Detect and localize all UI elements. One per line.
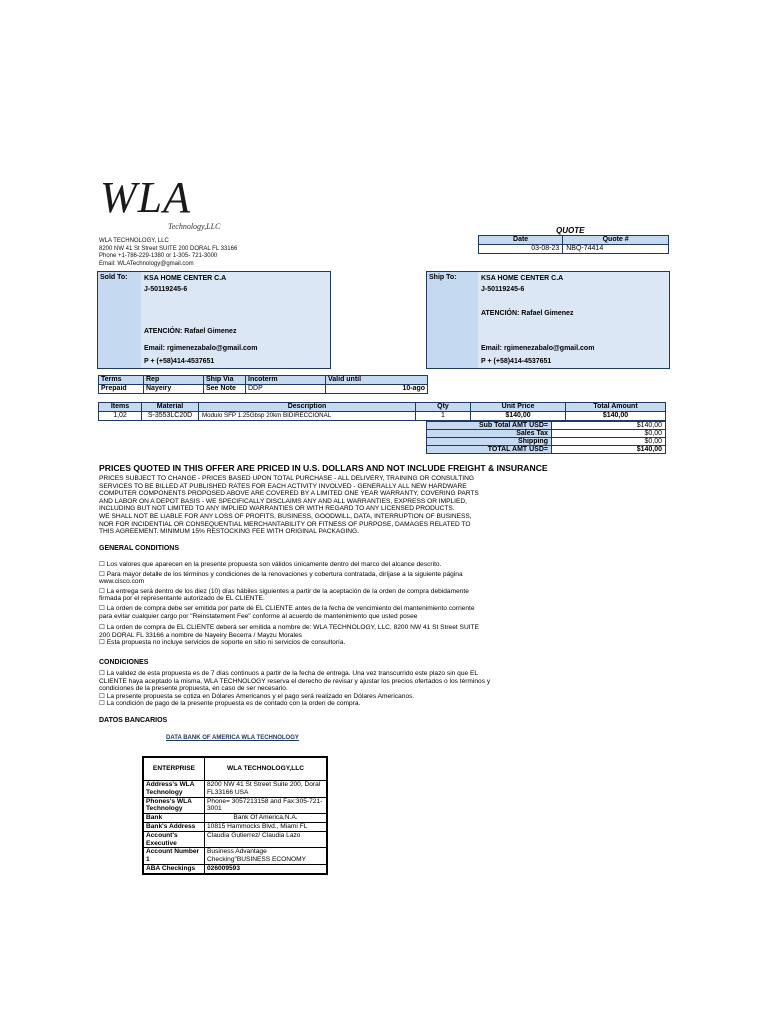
- items-header: Items: [99, 403, 142, 412]
- table-row: [143, 781, 327, 798]
- bank-value: 026009593: [205, 864, 328, 873]
- quote-table: [478, 235, 669, 254]
- items-header: Description: [199, 403, 416, 412]
- bank-title: DATOS BANCARIOS: [99, 717, 168, 724]
- table-row: [143, 822, 327, 831]
- table-row: [143, 797, 327, 814]
- table-row: [143, 814, 327, 823]
- shipping-label: Shipping: [427, 438, 552, 446]
- tax-label: Sales Tax: [427, 430, 552, 438]
- notice-line: SERVICES TO BE BILLED AT PUBLISHED RATES FOR EACH ACTIVITY INVOLVED - GENERALLY ALL NEW HARDWARE: [99, 482, 467, 490]
- item-unit-price: $140,00: [471, 412, 566, 421]
- quote-date-label: Date: [479, 236, 563, 245]
- item-material: S-3553LC20D: [142, 412, 199, 421]
- list-item: ☐ La entrega será dentro de los diez (10) días hábiles siguientes a partir de la aceptación de la orden de compra debidamente: [99, 587, 469, 595]
- bank-key: Phones's WLA Technology: [143, 797, 205, 814]
- list-item: ☐ La orden de compra de EL CLIENTE deberá ser emitida a nombre de: WLA TECHNOLOGY, LLC, 8200 NW 41 St Street SUITE: [99, 624, 479, 632]
- list-item: 200 DORAL FL 33166 a nombre de Nayeiry Becerra / Mayzu Morales: [99, 631, 302, 639]
- list-item: ☐ Esta propuesta no incluye servicios de soporte en sitio ni servicios de consultoría.: [99, 639, 346, 647]
- notice-text: [99, 475, 529, 536]
- list-item: firmada por el representante autorizado de EL CLIENTE.: [99, 595, 265, 603]
- sold-to-phone: P + (+58)414-4537651: [144, 358, 215, 365]
- bank-value: Phone= 3057213158 and Fax:305-721-3001: [205, 797, 328, 814]
- subtotal-value: $140,00: [552, 422, 666, 430]
- total-value: $140,00: [552, 446, 666, 454]
- terms-header: Terms: [99, 376, 144, 385]
- list-item: ☐ Los valores que aparecen en la presente propuesta son válidos únicamente dentro del marco del alcance descrito.: [99, 561, 442, 568]
- items-table: [98, 402, 666, 421]
- notice-line: THIS AGREEMENT. MINIMUM 15% RESTOCKING FEE WITH ORIGINAL PACKAGING.: [99, 528, 359, 536]
- bank-value: 8200 NW 41 St Street Suite 200, Doral FL33166 USA: [205, 781, 328, 798]
- subtotal-label: Sub Total AMT USD=: [427, 422, 552, 430]
- ship-to-email: Email: rgimenezabalo@gmail.com: [481, 345, 595, 352]
- table-row: [99, 412, 666, 421]
- bank-value: Business Advantage Checking"BUSINESS ECONOMY: [205, 848, 328, 865]
- bank-key: Account's Executive: [143, 831, 205, 848]
- cisco-link[interactable]: www.cisco.com: [99, 578, 145, 586]
- notice-line: WE SHALL NOT BE LIABLE FOR ANY LOSS OF PROFITS, BUSINESS, GOODWILL, DATA, INTERRUPTION OF BUSINESS,: [99, 512, 472, 520]
- bank-table: [142, 756, 328, 875]
- general-conditions-title: GENERAL CONDITIONS: [99, 545, 179, 552]
- bank-header-value: WLA TECHNOLOGY,LLC: [205, 757, 328, 781]
- bank-link[interactable]: DATA BANK OF AMERICA WLA TECHNOLOGY: [166, 735, 299, 741]
- quote-number-label: Quote #: [563, 236, 669, 245]
- bank-value: Claudia Gutierrez/ Claudia Lazo: [205, 831, 328, 848]
- notice-line: INCLUDING BUT NOT LIMITED TO ANY IMPLIED WARRANTIES OR WITH REGARD TO ANY LICENSED PRODUCTS.: [99, 505, 455, 513]
- ship-to-name: KSA HOME CENTER C.A: [481, 275, 564, 282]
- notice-line: NOR FOR INCIDENTIAL OR CONSEQUENTIAL MERCHANTABILITY OR FITNESS OF PURPOSE, DAMAGES RELATED TO: [99, 520, 471, 528]
- terms-value: Nayeiry: [144, 385, 204, 394]
- bank-header-key: ENTERPRISE: [143, 757, 205, 781]
- bank-key: ABA Checkings: [143, 864, 205, 873]
- items-header: Unit Price: [471, 403, 566, 412]
- general-conditions: [99, 561, 569, 647]
- item-qty: 1: [416, 412, 471, 421]
- terms-header: Ship Via: [204, 376, 246, 385]
- notice-line: AND LABOR ON A DEPOT BASIS - WE SPECIFICALLY DISCLAIMS ANY AND ALL WARRANTIES, EXPRESS OR IMPLIED,: [99, 497, 468, 505]
- list-item: condiciones de la presente propuesta, en caso de ser necesario.: [99, 685, 288, 693]
- notice-heading: PRICES QUOTED IN THIS OFFER ARE PRICED IN U.S. DOLLARS AND NOT INCLUDE FREIGHT & INSURANCE: [99, 463, 548, 473]
- table-row: [143, 864, 327, 873]
- sold-to-email: Email: rgimenezabalo@gmail.com: [144, 345, 258, 352]
- terms-header: Incoterm: [246, 376, 326, 385]
- ship-to-rif: J-50119245-6: [481, 286, 525, 293]
- bank-value: 10815 Hammocks Blvd., Miami FL: [205, 822, 328, 831]
- items-header: Total Amount: [566, 403, 666, 412]
- list-item: ☐ La condición de pago de la presente propuesta es de contado con la orden de compra.: [99, 700, 361, 708]
- table-row: [143, 848, 327, 865]
- item-total: $140,00: [566, 412, 666, 421]
- tax-value: $0,00: [552, 430, 666, 438]
- table-row: [143, 831, 327, 848]
- condiciones: [99, 670, 569, 708]
- company-info: [99, 238, 237, 268]
- ship-to-attention: ATENCIÓN: Rafael Gimenez: [481, 310, 574, 317]
- list-item: ☐ Para mayor detalle de los términos y condiciones de la renovaciones y cobertura contratada, diríjase a la siguiente página: [99, 570, 463, 578]
- notice-line: COMPUTER COMPONENTS PROPOSED ABOVE ARE COVERED BY A LIMITED ONE YEAR WARRANTY, COVERING PARTS: [99, 490, 479, 498]
- list-item: ☐ La presente propuesta se cotiza en Dólares Americanos y el pago será realizado en Dólares Americanos.: [99, 692, 415, 700]
- bank-key: Account Number 1: [143, 848, 205, 865]
- terms-header: Valid until: [326, 376, 428, 385]
- terms-table: [98, 375, 428, 394]
- quote-number: NBQ-74414: [563, 245, 669, 254]
- sold-to-attention: ATENCIÓN: Rafael Gimenez: [144, 328, 237, 335]
- terms-value: DDP: [246, 385, 326, 394]
- shipping-value: $0,00: [552, 438, 666, 446]
- company-address: 8200 NW 41 St Street SUITE 200 DORAL FL 33166: [99, 245, 238, 252]
- logo-subtitle: Technology,LLC: [168, 222, 221, 231]
- ship-to-box: [426, 271, 670, 369]
- bank-key: Bank's Address: [143, 822, 205, 831]
- terms-header: Rep: [144, 376, 204, 385]
- company-email: Email: WLATechnology@gmail.com: [99, 260, 194, 267]
- item-number: 1,02: [99, 412, 142, 421]
- terms-value: See Note: [204, 385, 246, 394]
- items-header: Material: [142, 403, 199, 412]
- bank-value: Bank Of America,N.A.: [205, 814, 328, 823]
- sold-to-label: Sold To:: [100, 274, 128, 281]
- totals-table: [426, 421, 666, 454]
- notice-line: PRICES SUBJECT TO CHANGE - PRICES BASED UPON TOTAL PURCHASE - ALL DELIVERY, TRAINING OR CONSULTING: [99, 475, 474, 482]
- sold-to-name: KSA HOME CENTER C.A: [144, 275, 227, 282]
- list-item: ☐ La validez de esta propuesta es de 7 días continuos a partir de la fecha de entrega. Una vez transcurrido este plazo sin que EL: [99, 670, 479, 677]
- item-description: Modulo SFP 1.25Gbsp 20km BIDIRECCIONAL: [199, 412, 416, 421]
- quote-title: QUOTE: [556, 226, 585, 235]
- sold-to-box: [97, 271, 331, 369]
- total-label: TOTAL AMT USD=: [427, 446, 552, 454]
- ship-to-phone: P + (+58)414-4537651: [481, 358, 552, 365]
- sold-to-rif: J-50119245-6: [144, 286, 188, 293]
- items-header: Qty: [416, 403, 471, 412]
- list-item: para evitar cualquier cargo por "Reinstatement Fee" conforme al acuerdo de mantenimiento que usted posee: [99, 612, 418, 620]
- ship-to-label: Ship To:: [429, 274, 457, 281]
- list-item: ☐ La orden de compra debe ser emitida por parte de EL CLIENTE antes de la fecha de vencimiento del mantenimiento corriente: [99, 604, 475, 612]
- terms-value: 10-ago: [326, 385, 428, 394]
- list-item: CLIENTE haya aceptado la misma, WLA TECHNOLOGY reserva el derecho de revisar y ajustar los precios ofertados o los términos y: [99, 677, 491, 685]
- company-name: WLA TECHNOLOGY, LLC: [99, 238, 169, 244]
- bank-key: Address's WLA Technology: [143, 781, 205, 798]
- terms-value: Prepaid: [99, 385, 144, 394]
- company-logo: WLA: [100, 173, 191, 222]
- company-phone: Phone +1-786-229-1380 or 1-305- 721-3000: [99, 253, 218, 260]
- bank-key: Bank: [143, 814, 205, 823]
- condiciones-title: CONDICIONES: [99, 659, 149, 666]
- quote-date: 03-08-23: [479, 245, 563, 254]
